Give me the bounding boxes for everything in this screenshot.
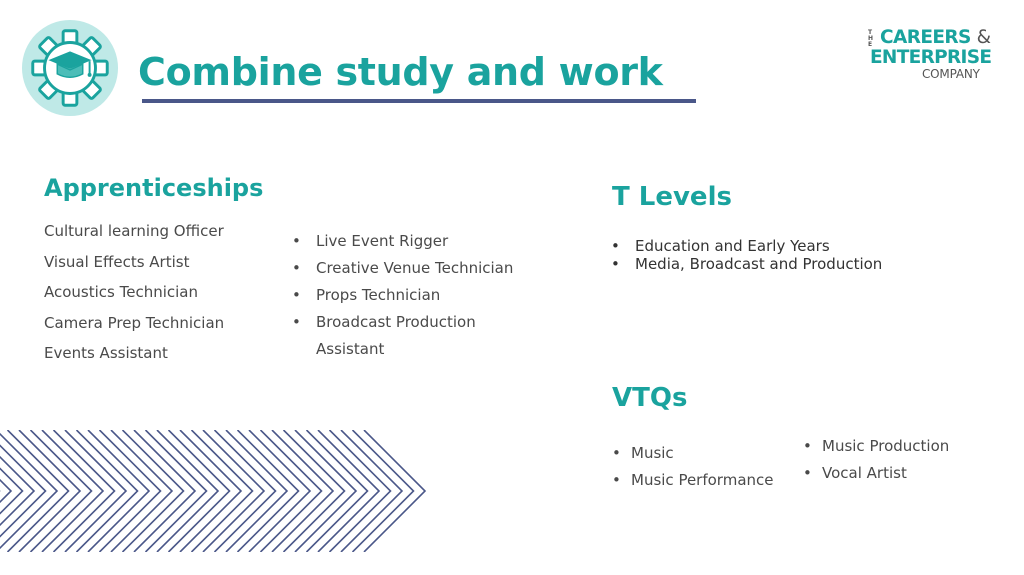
title-underline <box>142 99 696 103</box>
chevron-stripes-decoration <box>0 430 430 555</box>
list-item: Visual Effects Artist <box>44 252 190 271</box>
list-item: • Music <box>612 440 774 467</box>
vtqs-heading: VTQs <box>612 383 688 413</box>
list-item: • Broadcast Production Assistant <box>292 309 532 363</box>
list-item: • Music Performance <box>612 467 774 494</box>
logo-the: T H E <box>868 29 874 48</box>
page-title: Combine study and work <box>138 50 663 94</box>
chevron-stripe <box>0 430 11 552</box>
logo-line2: ENTERPRISE <box>870 47 992 68</box>
graduation-cap-gear-icon <box>21 19 119 117</box>
chevron-stripe <box>0 430 34 552</box>
list-item: Cultural learning Officer <box>44 222 224 240</box>
list-item: Camera Prep Technician <box>44 313 225 332</box>
vtqs-list-2 <box>803 433 949 487</box>
careers-enterprise-logo <box>868 28 996 84</box>
vtqs-list-1 <box>612 440 774 494</box>
list-item: • Media, Broadcast and Production <box>611 255 882 273</box>
chevron-stripe <box>364 430 425 552</box>
list-item: • Props Technician <box>292 282 532 309</box>
list-item: Acoustics Technician <box>44 283 199 301</box>
logo-line1: CAREERS & <box>880 27 991 48</box>
logo-line3: COMPANY <box>922 67 980 81</box>
apprenticeships-list-2 <box>292 228 532 363</box>
list-item: • Live Event Rigger <box>292 228 532 255</box>
apprenticeships-heading: Apprenticeships <box>44 174 264 202</box>
list-item: • Education and Early Years <box>611 237 882 255</box>
apprenticeships-list-1 <box>44 222 224 375</box>
t-levels-list <box>611 237 882 273</box>
list-item: Events Assistant <box>44 344 168 362</box>
t-levels-heading: T Levels <box>612 182 732 212</box>
list-item: • Music Production <box>803 433 949 460</box>
list-item: • Creative Venue Technician <box>292 255 532 282</box>
list-item: • Vocal Artist <box>803 460 949 487</box>
